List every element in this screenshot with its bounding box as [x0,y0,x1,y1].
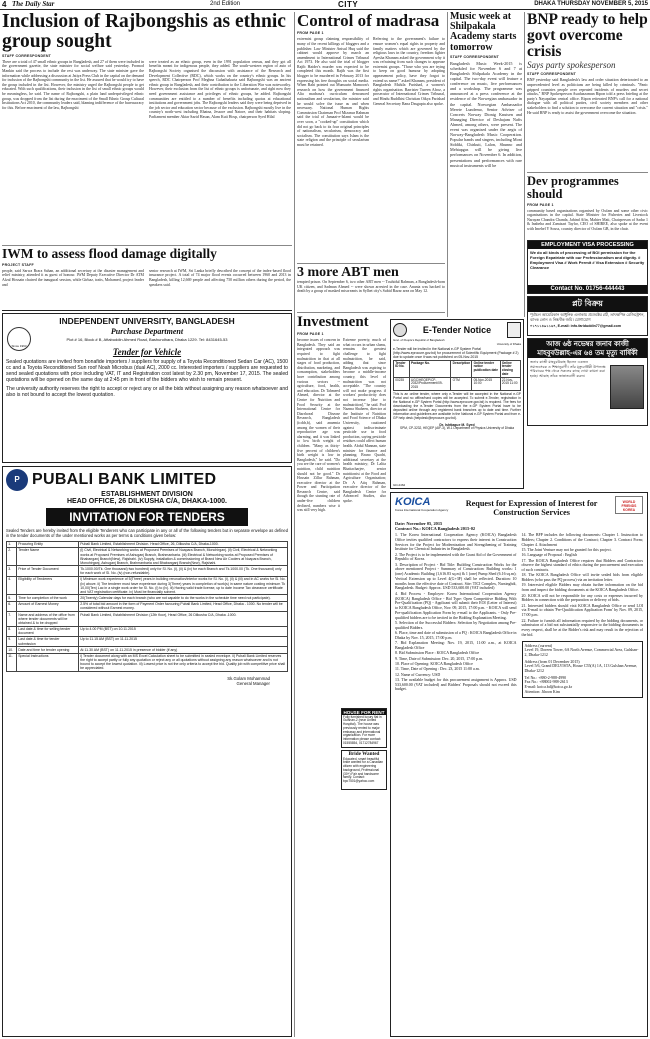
bride-wanted-title: Bride Wanted [348,751,380,757]
iwm-col-1: people, said Sarwa Brara Sahan, an additional secretary at the disaster management and relief ministry, attended it as guest of honour. IWM Deputy Executive Director Dr ATM Afzal Hossain chaired the inaugural session, while Girbaz, traits, Mohamed, project leader and [2,268,144,287]
koica-item: 12. Name of Currency: USD [395,671,441,677]
row-label: Date and time for tender opening [17,647,79,653]
koica-items-right [522,533,644,638]
row-label: Tender Name [17,547,79,566]
music-headline: Music week at Shilpakala Academy starts tomorrow [450,12,517,53]
row-value: At 11.30 AM (BST) on 11.11.2015 in presence of bidder (if any) [79,647,288,653]
iwm-col-2: senior research at IWM, Sri Lanka briefly described the concept of the index-based flood insurance project. A total of 74 major flood events occurred between 1960 and 2013 in Bangladesh, killing 12,669 people and affecting 750 million others during the period, the speakers said. [149,268,291,287]
row-label: Last date & time for selling tender document [17,626,79,636]
iub-name: INDEPENDENT UNIVERSITY, BANGLADESH [59,316,235,326]
etender-table [393,360,521,391]
pubali-table-row [7,601,288,611]
row-number: 5. [7,595,17,601]
koica-fax: Fax No.: +88002-988-2613 [524,679,568,685]
etender-cell: 22-Nov-2015 11:00 [500,378,520,391]
koica-address2-label: Address (from 01 December 2015) [524,658,580,664]
pubali-table-row [7,626,288,636]
iub-notice-footer: The university authority reserves the right to accept or reject any or all the bids without assigning any reason whatsoever and also is not bound to accept the lowest quotation. [6,386,288,399]
iub-seal-text: Since 1993 [11,344,27,348]
pubali-table-row [7,653,288,672]
dev-headline: Dev programmes should [527,175,619,201]
etender-signer-title: SPM, CP-3232, HEQEP (AIF-3), W-1 Department of Physics University of Dhaka [400,425,514,430]
row-label: Price of Tender Document [17,566,79,576]
bride-wanted-ad [341,750,387,790]
row-value: Up to 4.00 PM (BST) on 10.11.2015 [79,626,288,636]
etender-cell: 05-Nov-2015 10:00 [472,378,500,391]
abt-body: tempted prison. On September 6, two other ABT men -- Touhidul Rahman, a Bangladesh-born UK citizen, and Sadman Ahmed -- were shown arrested in the case. Ananta was hacked to death by a group of masked miscreants in Sylhet city's Subid Bazar area on May 12. [297,280,445,294]
etender-header-cell: Description [451,361,472,378]
music-byline: STAFF CORRESPONDENT [450,54,500,59]
bnp-headline: BNP ready to help govt overcome crisis [527,12,648,60]
row-value: Tk.1000.00/Tk. One thousand) two hundred) only for Sl. No. (i), (ii) & (iv) for each Branch and Tk.1000.00 (Tk. One thousand) only for each work of Sl. No. (iv) (non-refundable). [79,566,288,576]
house-rent-ad [341,708,387,748]
koica-email: E-mail: koica.bd@koica.go.kr [524,684,573,690]
etender-title: E-Tender Notice [422,325,492,335]
etender-header-cell: Package No. [409,361,451,378]
row-label: Special Instructions [17,653,79,672]
house-rent-body: Fully furnished luxury flat in Gulshan-2 (near United Hospital). The house was previously rented to major embassy and international organization. For more information please contact: 01555854, 01712784967 [343,714,382,746]
rajbongshi-byline: STAFF CORRESPONDENT [2,53,52,58]
abt-article [297,266,445,310]
koica-item: 13. The available budget for this procurement assignment is Approx. USD 533,600.00 (VAT included) and Bidders' Proposals should not exceed this budget. [395,676,517,692]
koica-item: 7. Bid Explanation Meeting: Nov. 19, 2015, 11:00 a.m., at KOICA Bangladesh Office [395,640,517,650]
music-body: Bangladesh Music Week-2015 is scheduled for November 6 and 7 at Bangladesh Shilpakala Academy in the capital. The two-day event will feature a conference on music, live performances and a workshop. The programme was announced at a press conference at the residence of the Norwegian ambassador in the capital. Norwegian Ambassador Merete Lundemo, Senior Adviser of Concerts Norway Dionig Knutsen and Managing Director of Deshajam Nafis Ahmed, among others, were present. The event was organised under the aegis of Norway-Bangladesh Music Cooperation. Popular bands and singers, including Moni Siddiki, Chirkutt, Lalon, Shunno and Mehtapgas will be giving live performances on November 6. In addition, presentations and performances with rare musical instruments will be [450,60,522,168]
koica-item: 14. The BFP includes the following documents: Chapter 1. Instruction to Bidders; Chapter 2. Conditions of the Contract; Chapter 3. Contract Form; Chapter 4. Attachment [521,532,643,547]
koica-address-label: Address (current) [524,642,553,648]
koica-item: 18. The KOICA Bangladesh Office will invite sealed bids from eligible Bidders (who pass the PQ process) via an invitation letter. [521,572,643,583]
koica-contract: Contract No.: KOICA Bangladesh 2015-02 [395,526,476,531]
iwm-headline: IWM to assess flood damage digitally [2,247,217,261]
rajbongshi-col-1: There are a total of 47 small ethnic groups in Bangladesh, and 27 of them were included in the government gazette, the state minister for social welfare said yesterday. Promod Mankin said the process to include the rest was underway. The state minister gave the information while addressing a discussion at Jatiya Press Club in the capital on the demand for inclusion of the Rajbongshi community in the list. He assured that he would try to have the group included in the list. However, the ministry urged the Rajbongshi people to get educated. With such qualifications, their inclusion in the list of small ethnic groups would be meaningless, he said. The name of Rajbongshi, a plain land underprivileged ethnic group, was dropped from the list during the enactment of the Small Ethnic Group Cultural Institutions Act 2010, the community leaders said, blaming indifference of the bureaucracy for this. Before enactment of the law, Rajbongshi [2,59,144,110]
visa-ad-body: We do all kinds of processing of BOI permission for the Foreign Expatriate with our Professionalism and dignity. # Employment Visa # Work Permit # Visa Extension # Security Clearance [530,250,645,270]
row-label: Eligibility of Tenderers [17,576,79,595]
row-value: (i) Civil, Electrical & Networking works at Proposed Premises of Noapara Branch, Monohirganj. (ii) Civil, Electrical & Networking works at Proposed Premises of Ashuganj Branch, Brahmanbaria. (iii) Electrical & Networking works at Proposed Premises of Bhabanganj Branch(New), Rajshahi. (iv) Supply, installation & commissioning of Brand New Air Coolers at Noapara Branch, Monohirganj, Ashuganj Branch, Brahmanbaria and Bhabanganj Branch(New), Rajshahi. [79,547,288,566]
koica-title: Request for Expression of Interest for Construction Services [465,499,598,517]
iub-tender-ad [2,313,292,463]
row-number: 11. [7,653,17,672]
row-number: 4. [7,576,17,595]
dev-article [527,175,648,237]
koica-item: 21. Interested bidders should visit KOICA Bangladesh Office or send LOI via E-mail to obtain 'Pre-Qualification Application Form' by Nov. 09, 2015, 17:00 p.m. [521,602,643,618]
investment-col-2: Extreme poverty, much of what occurs in urban slums, remains the greatest challenge to fight malnutrition, he said, adding that since Bangladesh was aspiring to become a middle-income country, this level of malnutrition was not acceptable. "The country will not make progress if workers' productivity does not increase [due to malnutrition]," he said. Prof Nazma Shaheen, director at the Institute of Nutrition and Food Science of Dhaka University, cautioned against indiscriminate pesticide use in food production, saying pesticide residues could affect human health. Abdul Mannan, state minister for finance and planning; Bruno Quadri, additional secretary at the health ministry; Dr Lalita Bhattacharjee, senior nutritionist at the Food and Agriculture Organisation; Dr A Atiq Rahman, executive director of the Bangladesh Centre for Advanced Studies, also spoke. [343,338,386,504]
koica-item: 6. Place, time and date of submission of a PQ : KOICA Bangladesh Office in Dhaka by Nov. 15, 2015, 17:00 p.m. [395,629,517,640]
koica-item: 22. Failure to furnish all information required by the bidding documents, or submission of a bid not substantially responsive to the bidding documents in every respect, shall be at the Bidder's risk and may result in the rejection of the bid. [521,617,643,637]
koica-eoi [390,492,648,1037]
plot-sale-ad [527,296,648,336]
etender-crest: University of Dhaka [496,342,521,346]
etender-logo: Govt. of People's Republic of Bangladesh [393,338,445,342]
pubali-tender-ad [2,466,292,1037]
row-number: 3. [7,566,17,576]
pubali-signer-title: General Manager [236,681,270,687]
row-number: 6. [7,601,17,611]
plot-sale-contact: ০১৭১১৪৯১১৬৭, E-mail: info.fariduddin77@gmail.com [530,324,622,329]
koica-item: 9. Time, Date of Submission: Dec. 20, 2015, 17:00 p.m. [395,655,484,661]
koica-item: 1. The Korea International Cooperation Agency (KOICA) Bangladesh Office invites qualified contractors to express their interest in Construction Services for the Project for Modernization and Strengthening of Training Institute for Chemical Industries in Bangladesh. [395,532,517,552]
memorial-title: আজ ৬ষ্ঠ নভেম্বর জনাব কাজী মাহবুবউল্লাহ-এর ৬৪ তম মৃত্যু বার্ষিকী [528,339,647,358]
koica-address: Level 19, Doreen Tower, 6A North Avenue, Commercial Area, Gulshan-2, Dhaka-1212 [524,647,639,657]
dev-body: community based organisations organised by Oxfam and some other civic organisations in the capital. State Minister for Fisheries and Livestock Narayan Chandra Chanda, Jahind Afin, Mahier Mati, Chairperson of Sadar 1 & Inabeha and Zamisari Taylor, CEO of SHIREE, also spoke at the event with Imehel Y Souss, country director of Oxfam GB, in the chair. [527,208,648,231]
row-value: Pubali Bank Limited, Establishment Division (12th floor), Head Office, 26 Dilkusha C/A, Dhaka -1000. [79,612,288,626]
madrasa-col-1: extremist group claiming responsibility of many of the recent killings of bloggers and a publisher. Law Minister Anisul Huq said the cabinet would approve by march an amendment to International Crimes Tribunal Act 1973. He also said the trial of blogger Rajib Haider's murder was expected to be completed this month. Rajib was the first blogger to be murdered in February 2013 for expressing his free thoughts on social media. When Rahi pointed out Munsurin Mamoon's research on how the government financed Alia madrasa's curriculum denounced nationalism and secularism, the minister said he would solve the issue as and when necessary. National Human Rights Commission Chairman Prof Mizanur Rahman said the trial of Jamaat-e-Islami would be over soon, a "cooked-up" constitution which did not go back to its four original principles of nationalism, secularism, democracy and socialism. The constitution says Islam is the state religion and the principle of secularism must be retained. [297,37,369,147]
rajbongshi-col-2: were treated as an ethnic group, even in the 1991 population census, and they got all benefits meant for indigenous people, they added. The south-western region of auto of Rajbongshi Society organised the discussion with assistance of the Research and Development Collective (RDC), which works on the country's ethnic groups. In his speech, RDC Chairperson Prof Meghna Guhathakurta said Rajbongshi was an ancient ethnic group in Bangladesh, and their contribution to the Liberation War was noteworthy. However, their exclusion from the list of ethnic groups is unfortunate, and right now they need government assistance and privileges of ethnic groups, he added. Rajbongshi communities are entitled to a number of benefits including quotas at educational institutions and government jobs. The Rajbongshi leaders said they were being deprived in the job sector and education sector because of the exclusion. Rajbongshi mostly live in the country's north-west including Rhatna, Jessore and Natore, and their habitats sloping. Parliament member Aktar Sazid Hasan, Alam Kuti Hosp, chairperson Syed Hilal [149,59,291,119]
etender-cell: OTM [451,378,472,391]
row-value: 2.5% of total bid amount in the form of Payment Order favouring Pubali Bank Limited, Head Office, Dhaka - 1000. No tender will be considered without Earnest money. [79,601,288,611]
investment-from: FROM PAGE 1 [297,332,324,337]
bnp-article [527,12,648,170]
etender-cell: UGC/HEQEP/CP-2032/Procurement/09-2015 [409,378,451,391]
page-date: DHAKA THURSDAY NOVEMBER 5, 2015 [534,1,648,7]
world-friends-text: WORLD FRIENDS KOREA [621,500,637,512]
row-label: Procuring Entity [17,541,79,547]
memorial-ad [527,338,648,426]
visa-ad-title: EMPLOYMENT VISA PROCESSING [528,241,647,249]
pubali-name: PUBALI BANK LIMITED [32,471,217,488]
visa-ad-contact: Contact No. 01756-444443 [528,285,647,293]
koica-address-box [522,641,644,698]
row-number: 2. [7,547,17,566]
pubali-banner: INVITATION FOR TENDERS [46,508,248,526]
pubali-tender-table [6,541,288,673]
koica-logo: KOICA [395,496,431,508]
row-number: 7. [7,612,17,626]
world-friends-logo [615,496,643,514]
bnp-byline: STAFF CORRESPONDENT [527,72,577,77]
pubali-table-row [7,636,288,646]
iub-address: Plot # 16, Block # B, Aftabuddin Ahmed Road, Bashundhara, Dhaka 1229. Tel: 8431645-53 [66,337,228,342]
etender-signer: Dr. Ishtiaque M. Syed [439,422,475,427]
etender-notice [390,319,524,489]
madrasa-from: FROM PAGE 1 [297,31,324,36]
etender-intro: e-Tender will be invited in the National e-GP System Portal (http://www.eprocure.gov.bd) for procurement of Scientific Equipment (Package # 2) due to update once it was not published on 05-Nov-2015 [393,347,519,359]
memorial-photo [610,365,644,409]
koica-item: 5. Selection of the Successful Bidders: Selection by Negotiation among Pre-qualified Bidders. [395,619,517,630]
edition-label: 2nd Edition [210,1,241,7]
house-rent-title: HOUSE FOR RENT [343,709,385,715]
abt-headline: 3 more ABT men [297,266,399,280]
row-label: Time for completion of the work [17,595,79,601]
bnp-kicker: Says party spokesperson [527,60,616,71]
plot-sale-body: পূর্বাচল আমেরিকান আধুনিক এলাকায় প্রজেক্টের প্লট, তাৎক্ষণিক রেজিস্ট্রেশন, ব্যাংক লোন ও নিষ্কণ্টক জমি। যোগাযোগ [530,312,645,322]
row-value: i) Tender document along with an MS Excel Calculation sheet to be submitted in sealed envelope. ii) Pubali Bank Limited reserves the right to accept partly or fully any quotation or reject any or all quotations without assigning any reason whatsoever and is not bound to accept the lowest quotation. iii) Lowest price is not the only criteria to accept the bid. Quality job with competitive price shall be appreciated. [79,653,288,672]
iub-notice-body: Sealed quotations are invited from bonafide importers / suppliers for supply of a Toyota Reconditioned Sedan Car (AC), 1500 cc and a Toyota Reconditioned Sun roof Noah Microbus (dual AC), 2000 cc. Interested importers / suppliers are requested to send sealed quotations with price including VAT, IT and Registration cost latest by 2.30 pm, November 17, 2015. The sealed quotations will be opened on the same day at 2:45 pm in front of the bidders who wish to remain present. [6,359,288,384]
koica-date: Date: November 05, 2015 [395,521,443,526]
rajbongshi-article [2,12,292,245]
row-value: i) Minimum work experience of 5(Three) years in building renovation/interior works for Sl. No. (i), (ii) & (iii) and in AC works for Sl. No. (iv) above. ii) The tenderer must have experience during 3(Three) years in completion of work(s) in same nature costing minimum Tk 10,00(Ten) Lac in a single work order for Sl. No. (i) to (iv). iii) Having valid trade license, up to date Income Tax clearance certificate and VAT registration certificate. iv) Must be financially solvent. [80,577,286,594]
pubali-table-row [7,566,288,576]
newspaper-logo: The Daily Star [12,0,55,8]
etender-header-cell: Online tender notice publication date [472,361,500,378]
koica-item: 10. Place of Opening: KOICA Bangladesh Office [395,660,473,666]
etender-code: GD-2462 [393,483,406,487]
etender-gov-logo [393,323,407,337]
pubali-logo-icon: P [6,469,28,491]
etender-header-cell: Online tender closing date [500,361,520,378]
visa-ad [527,240,648,294]
pubali-table-row [7,547,288,566]
row-value: Up to 11.15 AM (BST) on 11.11.2015 [79,636,288,646]
section-name: CITY [338,0,359,9]
row-number: 1. [7,541,17,547]
iub-department: Purchase Department [110,327,184,336]
page-number: 4 [2,0,7,9]
koica-address2: Level 5/6, Grand DELVISTA, House C55(A) 1A, 113 Gulshan Avenue, Dhaka-1212 [524,663,638,674]
pubali-table-row [7,612,288,626]
koica-item: 3. Description of Project - Bid Title: Building Construction Works for the above mentioned Project - Summary of Construction: Building works: 1 (one) Academic Building (1,616.83 sq.m) & 1 (one) Pump Shed (6.16 sq.m); Vertical Extension up to Level 4(G+3F) shall be reflected. Duration: 10 months from the effective date of Contract. Site: TICI Complex, Narsinghdi, Bangladesh. Budget: Approx. USD 533,600.00 (VAT included) [395,561,517,591]
madrasa-col-2: Referring to the government's failure to ensure women's equal rights in property and family matters which are governed by the religious laws in the country, freedom fighter Ayesha Khanam asked the government why it was refraining from such changes to appease extremist groups. "Those who you are trying to keep on good humour by adopting appeasement policy, have they forgot to extend us name?" asked Khanam, president of Bangladesh Mahila Parishad, a women's rights organisation. Barrister Tureen Afroz, a prosecutor of International Crimes Tribunal, and Hindu Buddhist Christian Oikya Parishad General Secretary Rana Dasgupta also spoke. [373,37,445,106]
memorial-body: জনাব কাজী মাহবুবউল্লাহ ছিলেন একজন সমাজসেবক ও শিক্ষানুরাগী। তাঁর মৃত্যুবার্ষিকী উপলক্ষে পরিবারের পক্ষ থেকে সকলের কাছে দোয়া কামনা করা হচ্ছে। আল্লাহ তাঁকে জান্নাতবাসী করুন। [530,360,606,378]
koica-item: 8. Bid Submission Place : KOICA Bangladesh Office [395,650,480,656]
etender-header-cell: Tender ID No. [394,361,410,378]
rajbongshi-headline: Inclusion of Rajbongshis as ethnic group sought [2,12,286,52]
koica-item: 16. Language of Proposal : English [521,552,578,558]
iub-seal [7,327,31,351]
madrasa-article [297,12,445,262]
row-label: Amount of Earnest Money [17,601,79,611]
iwm-article [2,247,292,309]
etender-cell: 00235 [394,378,410,391]
pubali-signer: Sk.Golam Mohammad [227,676,270,682]
investment-col-1: become issues of concern in Bangladesh. They said an integrated approach was required to fight malnutrition in that at all stages of food production, distribution, marketing, and consumption, stakeholders have contribution among various sectors -- agriculture, food, health, and education. Dr Tahmeed Ahmed, director at the Centre for Nutrition and Food Security at the International Centre for Diarrhoeal Disease Research, Bangladesh (icddr,b), said anaemia among the women of their reproductive age was alarming, and it was linked to low birth weight of children. "Many as thirty-five percent of children's birth weight is low in Bangladesh," he said. "Do you see the care of women's nutrition, child nutrition should not be good." Dr Hossain Zillur Rahman, executive director at the Power and Participation Research Centre, said though the stunting rate of under-five children declined, numbers wise it was still very high. [297,338,340,513]
investment-headline: Investment [297,315,369,330]
iub-notice-title: Tender for Vehicle [112,347,182,357]
koica-tel: Tel No.: +880-2-988-4990 [524,674,567,680]
koica-logo-sub: Korea International Cooperation Agency [395,508,449,512]
music-article [450,12,522,317]
row-number: 9. [7,636,17,646]
row-number: 8. [7,626,17,636]
investment-article [297,315,387,705]
pubali-intro: Sealed Tenders are hereby invited from the eligible Tenderers who can participate in any or all of the following tenders but in separate envelope as defined in the tender documents of the under mentioned works as per terms & conditions given below: [6,528,288,538]
plot-sale-title: প্লট বিক্রয় [528,297,647,312]
koica-item: 15. The Joint Venture may not be granted for this project. [521,546,612,552]
row-label: Name and address of the office from where tender documents will be obtained & to be dropped [17,612,79,626]
bride-wanted-body: Educated, smart beautiful bride wanted for a Canadian citizen with engineering background, Professional (30+) Fair and handsome family. Contact: bpo7501@yahoo.com [343,756,384,784]
row-label: Last date & time for tender submission [17,636,79,646]
dev-from: FROM PAGE 1 [527,202,554,207]
etender-body: This is an online tender, where only e-Tender will be accepted in the National e-GP Portal and no offline/hard copies will be accepted. To submit e-Tender, registration in the National e-GP System Portal (http://www.eprocure.gov.bd) is required. The fees for downloading the e-Tender Documents from the e-GP System Portal have to be deposited online through any registered bank branches up to date and time. Further information and guidelines are available in the National e-GP System Portal and from e-GP help desk (helpdesk@eprocure.gov.bd). [393,392,521,420]
koica-item: 17. The KOICA Bangladesh Office requires that Bidders and Contractors observe the highest standard of ethics during the procurement and execution of such contracts. [521,557,643,573]
iwm-byline: PROJECT STAFF [2,262,34,267]
row-value: 20(Twenty) Calendar days for each branch (who are not capable to do the works in the schedule time need not participate). [79,595,288,601]
row-number: 10. [7,647,17,653]
koica-item: 19. Interested eligible Bidders may obtain further information on the bid from and inspect the bidding documents at the KOICA Bangladesh Office. [521,582,643,593]
koica-items-left [395,533,517,698]
page-header [0,0,650,10]
row-value: Pubali Bank Limited, Establishment Division. Head Office, 26, Dilkusha C/A, Dhaka-1000. [79,541,288,547]
pubali-table-row [7,576,288,595]
etender-crest-icon [507,322,521,338]
madrasa-headline: Control of madrasa [297,12,440,30]
koica-item: 11. Time, Date of Opening : Dec. 23, 2015 11:00 a.m. [395,666,480,672]
koica-attention: Attention: Jihoon Kim [524,688,560,694]
koica-item: 4. Bid Process - Employer: Korea International Cooperation Agency (KOICA) Bangladesh Office - Bid Type: Open Competitive Bidding With Pre-Qualification (PQ) - Applicant will submit their EOI (Letter of Interest) to KOICA Bangladesh Office, Nov. 09, 2015, 17:00 p.m. - KOICA will send Pre-qualification Application Form by e-mail to the Applicants. - Only Pre-qualified bidders are to be invited in the Bidding Explanation Meeting. [395,590,517,620]
pubali-division: ESTABLISHMENT DIVISION [101,491,193,498]
koica-item: 2. The Project is to be implemented with the Grant Aid of the Government of Republic of Korea. [395,551,517,562]
pubali-office: HEAD OFFICE, 26 DILKUSHA C/A, DHAKA-1000. [67,498,227,505]
koica-item: 20. KOICA will not be responsible for any costs or expenses incurred by Bidders in connection with the preparation or delivery of bids. [521,592,643,603]
bnp-body: BNP yesterday said Bangladesh's law and order situation deteriorated to an unprecedented level as politicians are being killed by criminals. "Panic gripped countries people over repeated incidents of murders and secret attacks," BNP Spokesperson Asaduzzaman Ripon told a press briefing at the party's Nayapaltan central office. Ripon reiterated BNP's call for a national dialogue with all political parties, civil society members and other stakeholders to find a solution to overcome the current situation and "crisis." He said BNP is ready to assist the government overcome the situation. [527,78,648,115]
